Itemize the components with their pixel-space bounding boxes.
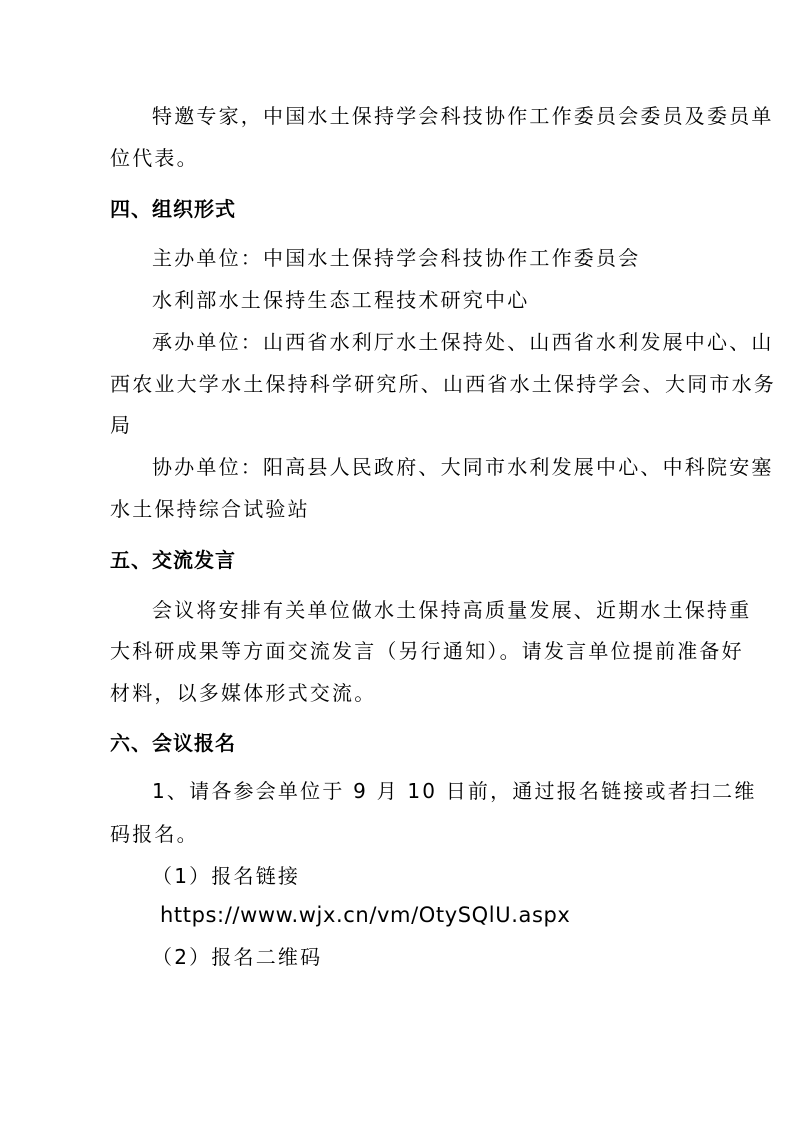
section-heading-registration: 六、会议报名 [110,731,236,755]
organizer-units-line-1: 承办单位：山西省水利厅水土保持处、山西省水利发展中心、山 [152,330,774,354]
registration-item-1-line-1: 1、请各参会单位于 9 月 10 日前，通过报名链接或者扫二维 [152,779,757,803]
coorganizer-units-line-2: 水土保持综合试验站 [110,497,310,521]
section-heading-organization: 四、组织形式 [110,197,236,221]
presentations-paragraph-line-1: 会议将安排有关单位做水土保持高质量发展、近期水土保持重 [152,598,752,622]
registration-item-1-line-2: 码报名。 [110,822,199,846]
organizer-units-line-3: 局 [110,413,133,437]
registration-link-label: （1）报名链接 [152,864,301,888]
coorganizer-units-line-1: 协办单位：阳高县人民政府、大同市水利发展中心、中科院安塞 [152,455,774,479]
presentations-paragraph-line-3: 材料，以多媒体形式交流。 [110,681,377,705]
registration-qr-label: （2）报名二维码 [152,945,323,969]
section-heading-presentations: 五、交流发言 [110,548,236,572]
registration-link-url[interactable]: https://www.wjx.cn/vm/OtySQlU.aspx [160,903,571,927]
participants-paragraph-line-2: 位代表。 [110,146,199,170]
host-units-line-1: 主办单位：中国水土保持学会科技协作工作委员会 [152,246,641,270]
presentations-paragraph-line-2: 大科研成果等方面交流发言（另行通知）。请发言单位提前准备好 [110,639,744,663]
participants-paragraph-line-1: 特邀专家，中国水土保持学会科技协作工作委员会委员及委员单 [152,104,774,128]
organizer-units-line-2: 西农业大学水土保持科学研究所、山西省水土保持学会、大同市水务 [110,372,776,396]
host-units-line-2: 水利部水土保持生态工程技术研究中心 [152,288,530,312]
